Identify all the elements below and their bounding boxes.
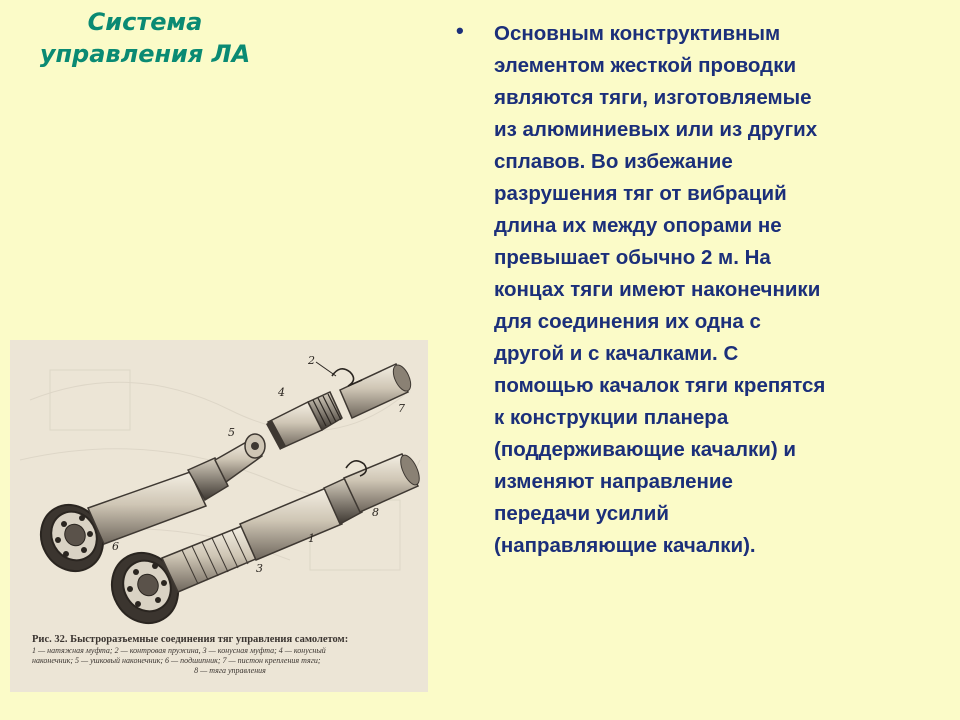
- title-line: управления ЛА: [39, 40, 251, 68]
- part-label: 1: [308, 532, 315, 545]
- text-line: являются тяги, изготовляемые: [494, 86, 812, 109]
- part-label: 4: [278, 386, 285, 399]
- text-line: передачи усилий: [494, 502, 669, 525]
- text-line: (направляющие качалки).: [494, 534, 756, 557]
- part-label: 8: [372, 506, 379, 519]
- text-line: Основным конструктивным: [494, 22, 781, 45]
- part-label: 7: [398, 402, 405, 415]
- text-line: (поддерживающие качалки) и: [494, 438, 796, 461]
- text-line: изменяют направление: [494, 470, 733, 493]
- part-label: 2: [308, 354, 315, 367]
- slide-title: [10, 6, 280, 70]
- text-line: концах тяги имеют наконечники: [494, 278, 821, 301]
- text-line: сплавов. Во избежание: [494, 150, 733, 173]
- lower-rod-assembly: [99, 453, 423, 636]
- text-line: длина их между опорами не: [494, 214, 782, 237]
- text-line: другой и с качалками. С: [494, 342, 739, 365]
- bullet-icon: •: [456, 18, 464, 43]
- text-line: помощью качалок тяги крепятся: [494, 374, 826, 397]
- part-label: 5: [228, 426, 235, 439]
- text-line: к конструкции планера: [494, 406, 729, 429]
- caption-line: 1 — натяжная муфта; 2 — контровая пружина, 3 — конусная муфта; 4 — конусный: [32, 646, 326, 655]
- title-line: Система: [87, 8, 203, 36]
- text-line: превышает обычно 2 м. На: [494, 246, 771, 269]
- part-label: 3: [256, 562, 263, 575]
- text-line: из алюминиевых или из других: [494, 118, 818, 141]
- caption-title: Рис. 32. Быстроразъемные соединения тяг управления самолетом:: [32, 634, 349, 645]
- upper-coupling-assembly: [266, 362, 414, 450]
- text-line: элементом жесткой проводки: [494, 54, 797, 77]
- text-line: для соединения их одна с: [494, 310, 761, 333]
- caption-line: 8 — тяга управления: [194, 666, 266, 675]
- body-text: [494, 18, 944, 562]
- caption-line: наконечник; 5 — ушковый наконечник; 6 — подшипник; 7 — пистон крепления тяги;: [32, 656, 321, 665]
- control-rod-figure: [10, 340, 428, 692]
- figure-caption: [32, 633, 428, 676]
- part-label: 6: [112, 540, 119, 553]
- text-line: разрушения тяг от вибраций: [494, 182, 787, 205]
